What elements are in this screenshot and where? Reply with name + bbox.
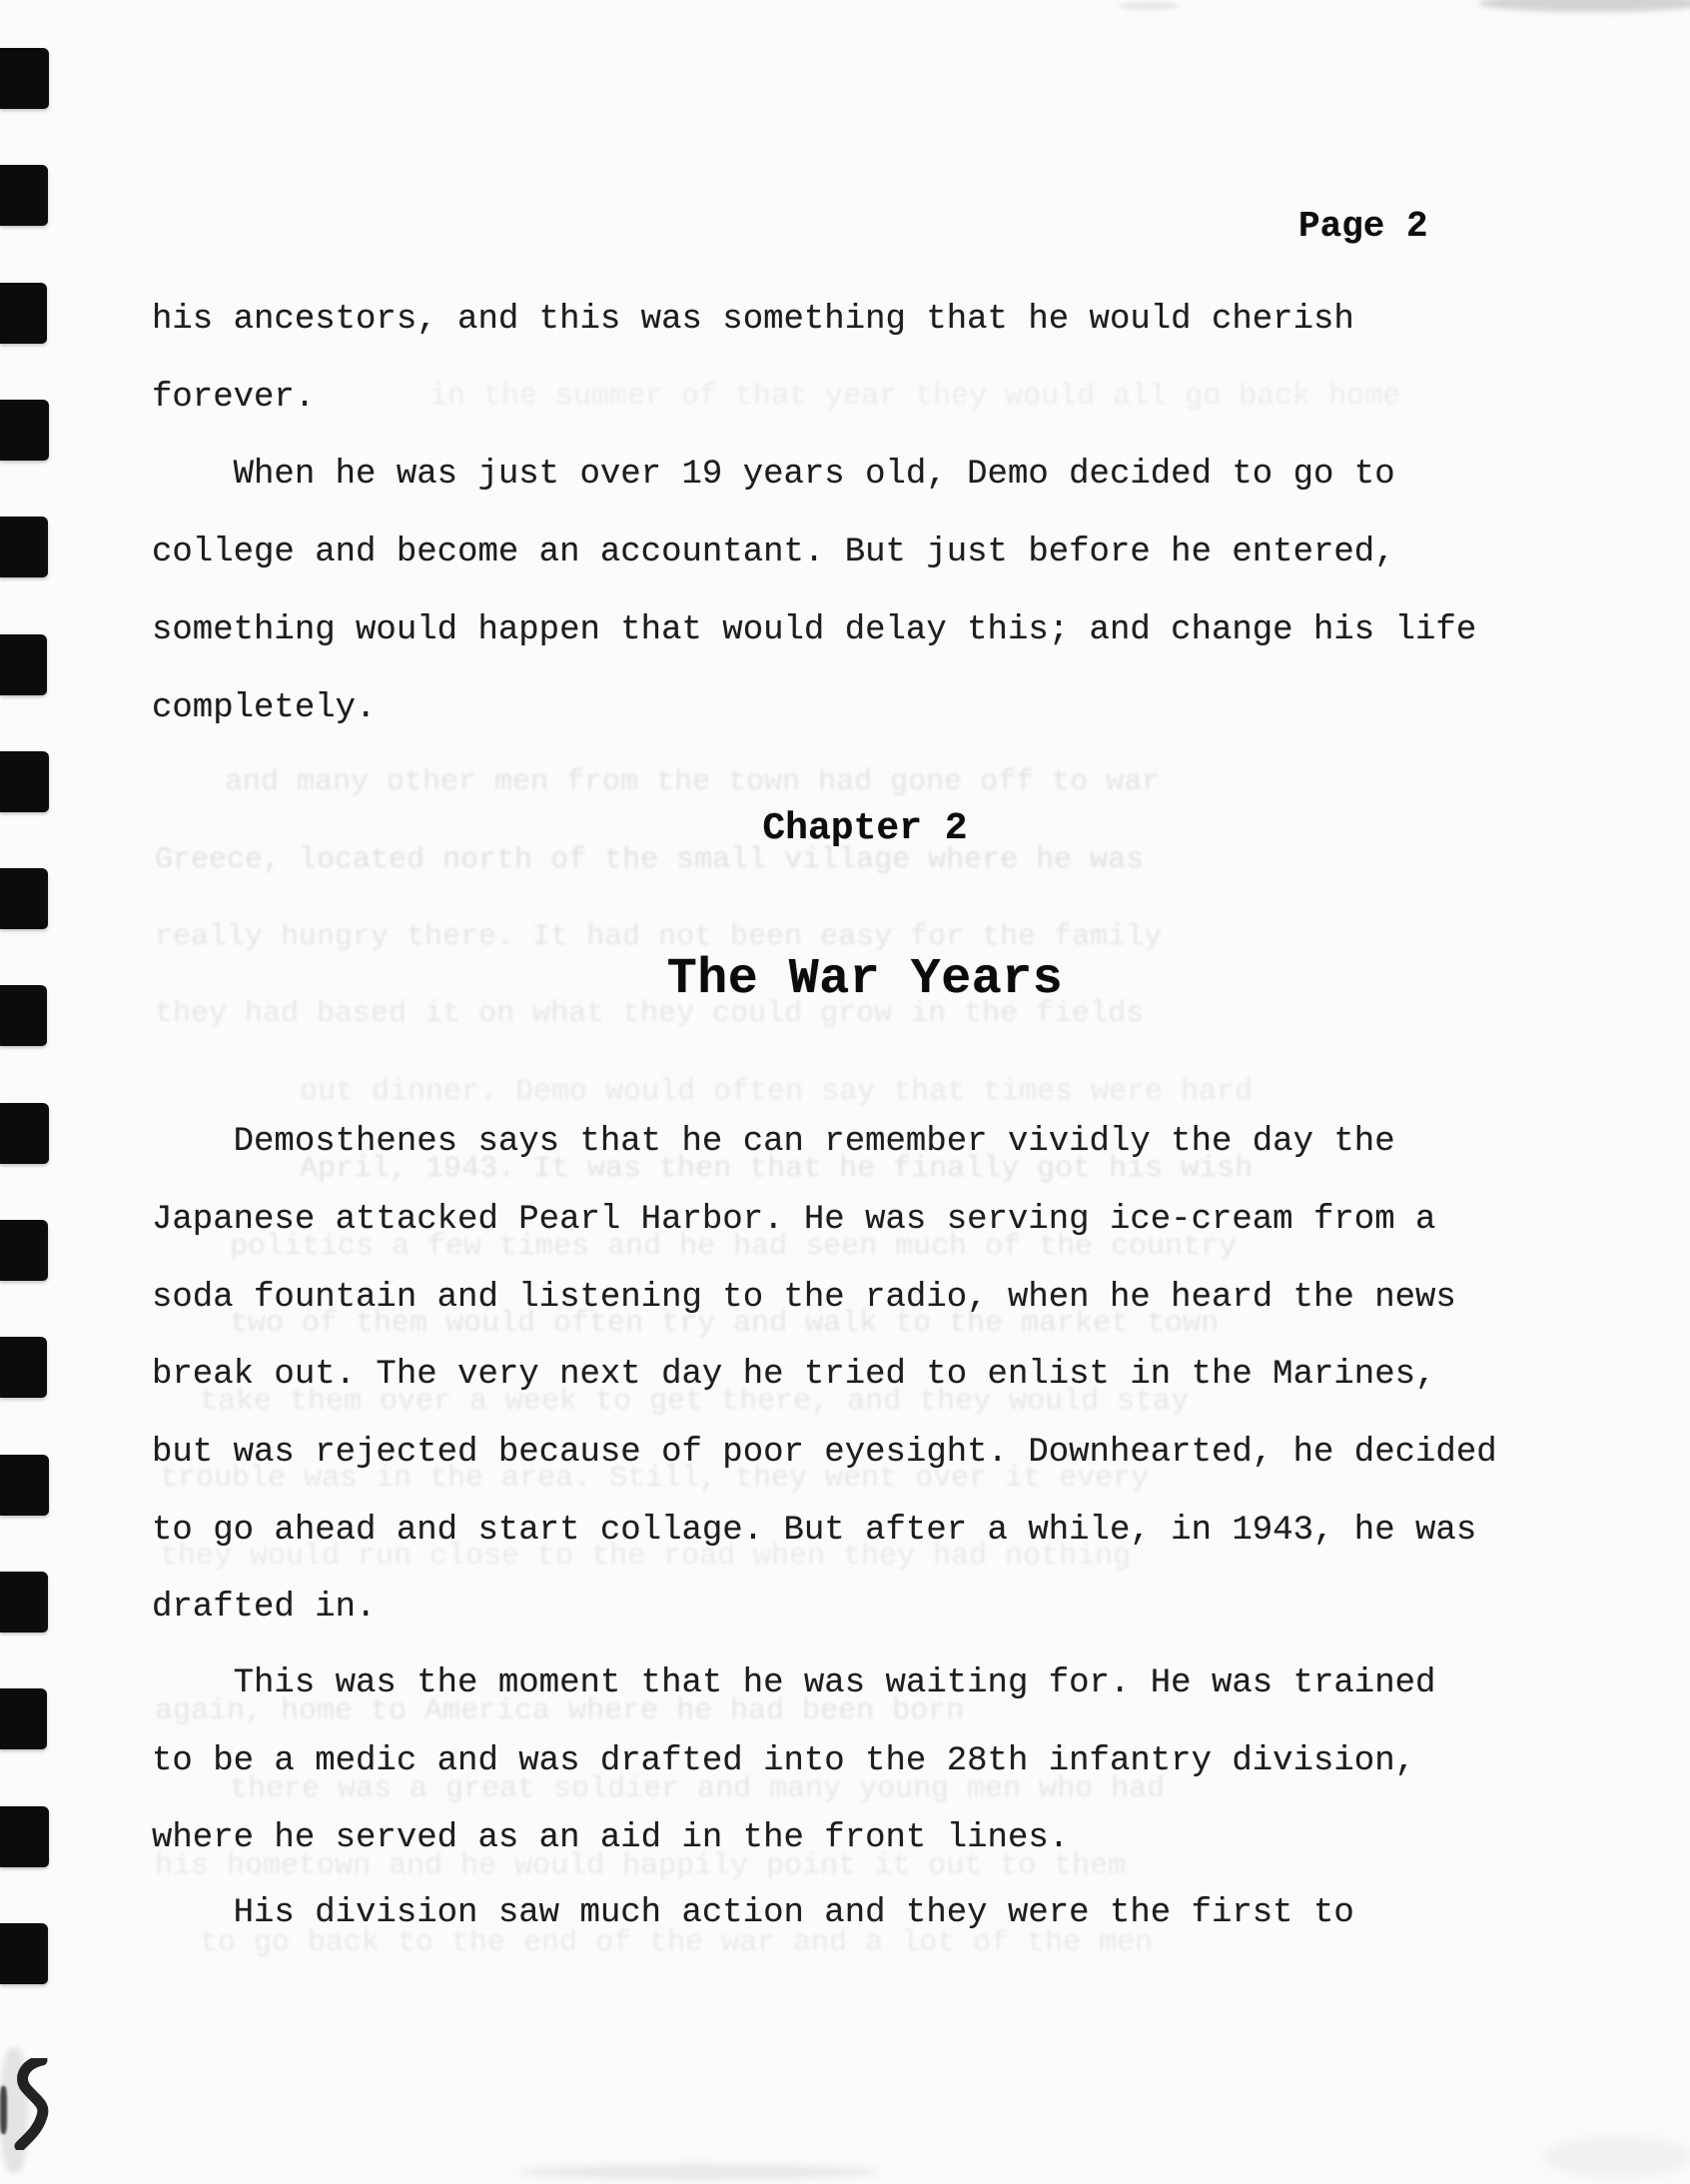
binding-tab-icon [0, 1688, 47, 1749]
binding-tab-icon [0, 283, 47, 344]
text-line: completely. [152, 689, 377, 727]
text-line: something would happen that would delay this; and change his life [152, 611, 1477, 649]
text-line: His division saw much action and they were the first to [152, 1894, 1354, 1932]
chapter-title: The War Years [666, 951, 1064, 1008]
text-line: college and become an accountant. But just before he entered, [152, 534, 1395, 571]
binding-hook-icon [12, 2058, 64, 2150]
bleed-through-line: his hometown and he would happily point it out to them [155, 1849, 1127, 1883]
binding-tab-icon [0, 634, 47, 695]
binding-tab-icon [0, 1220, 48, 1281]
bleed-through-line: really hungry there. It had not been easy for the family [155, 920, 1163, 954]
scan-smudge [1119, 2, 1179, 10]
text-line: but was rejected because of poor eyesight. Downhearted, he decided [152, 1434, 1497, 1472]
text-line: Demosthenes says that he can remember vividly the day the [152, 1123, 1395, 1161]
text-line: Japanese attacked Pearl Harbor. He was serving ice-cream from a [152, 1201, 1436, 1239]
binding-tab-icon [0, 1103, 49, 1164]
binding-tab-icon [0, 517, 48, 577]
bleed-through-line: April, 1943. It was then that he finally got his wish [300, 1152, 1254, 1186]
text-line: When he was just over 19 years old, Demo decided to go to [152, 456, 1395, 494]
binding-tab-icon [0, 1455, 49, 1516]
bleed-through-line: two of them would often try and walk to the market town [230, 1307, 1220, 1341]
binding-tab-icon [0, 868, 48, 929]
text-line: drafted in. [152, 1589, 377, 1627]
bleed-through-line: in the summer of that year they would all go back home [429, 380, 1401, 414]
text-line: his ancestors, and this was something that he would cherish [152, 301, 1354, 339]
text-line: forever. [152, 379, 316, 417]
binding-tab-icon [0, 400, 49, 461]
bleed-through-line: and many other men from the town had gone off to war [225, 765, 1161, 799]
text-line: to be a medic and was drafted into the 28th infantry division, [152, 1742, 1416, 1780]
bleed-through-line: take them over a week to get there, and they would stay [200, 1385, 1190, 1419]
binding-tab-icon [0, 751, 49, 812]
text-line: to go ahead and start collage. But after a while, in 1943, he was [152, 1512, 1477, 1550]
text-line: where he served as an aid in the front lines. [152, 1819, 1070, 1857]
bleed-through-line: to go back to the end of the war and a lot of the men [200, 1926, 1154, 1960]
text-line: break out. The very next day he tried to enlist in the Marines, [152, 1356, 1436, 1394]
bleed-through-line: out dinner. Demo would often say that times were hard [300, 1075, 1254, 1109]
text-line: soda fountain and listening to the radio, when he heard the news [152, 1279, 1456, 1317]
bleed-through-line: politics a few times and he had seen much of the country [230, 1230, 1238, 1264]
bleed-through-line: again, home to America where he had been born [155, 1694, 965, 1728]
chapter-heading: Chapter 2 [762, 807, 968, 850]
scan-smudge [1478, 0, 1690, 12]
binding-tab-icon [0, 48, 49, 109]
bleed-through-line: they had based it on what they could grow in the fields [155, 997, 1145, 1031]
binding-tab-icon [0, 1806, 49, 1867]
binding-tab-icon [0, 1923, 48, 1984]
bleed-through-line: Greece, located north of the small village where he was [155, 843, 1145, 877]
bleed-through-line: trouble was in the area. Still, they went over it every [160, 1462, 1150, 1496]
binding-tab-icon [0, 1337, 47, 1398]
scan-smudge [0, 2086, 7, 2134]
binding-tab-icon [0, 165, 48, 226]
scan-smudge [1543, 2136, 1690, 2178]
binding-tab-icon [0, 1572, 48, 1633]
binding-tab-icon [0, 985, 47, 1046]
text-line: This was the moment that he was waiting for. He was trained [152, 1664, 1436, 1702]
scan-smudge [519, 2164, 879, 2180]
bleed-through-line: there was a great soldier and many young men who had [230, 1772, 1166, 1806]
page-number: Page 2 [1298, 206, 1428, 247]
bleed-through-line: they would run close to the road when they had nothing [160, 1540, 1132, 1574]
